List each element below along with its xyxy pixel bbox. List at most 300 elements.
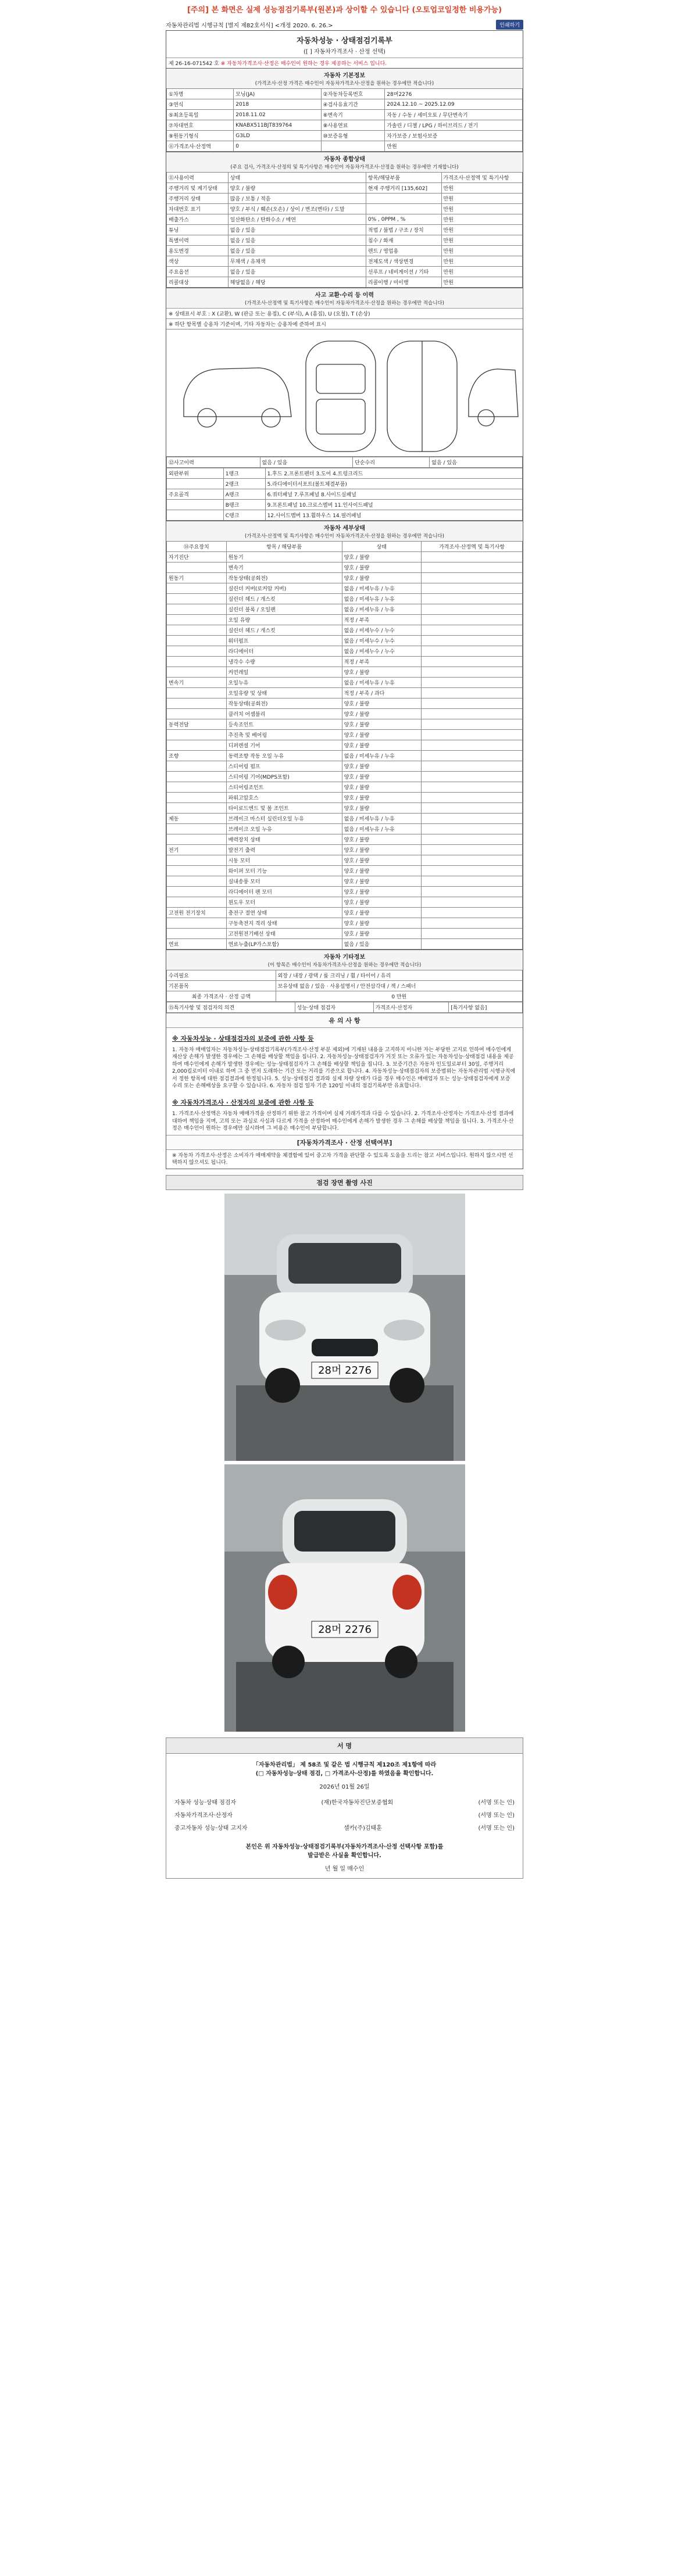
detail-status-cell: [422, 646, 523, 657]
general-status-cell: 색상: [167, 256, 229, 267]
detail-status-cell: [422, 604, 523, 615]
etc-info-cell: 수리필요: [167, 970, 276, 981]
detail-status-cell: 양호 / 불량: [342, 866, 421, 876]
detail-status-cell: 없음 / 미세누유 / 누유: [342, 814, 421, 824]
detail-status-cell: 적정 / 부족: [342, 615, 421, 625]
general-status-cell: 없음 / 있음: [228, 267, 366, 277]
general-status-cell: 렌트 / 영업용: [366, 246, 441, 256]
general-status-cell: 만원: [441, 225, 522, 235]
detail-status-row: [167, 636, 523, 646]
car-rear-image: [224, 1464, 465, 1732]
detail-status-cell: [422, 698, 523, 709]
detail-status-cell: 연료: [167, 939, 227, 950]
general-status-head: 자동차 종합상태: [166, 152, 523, 163]
detail-status-cell: 연료누출(LP가스포함): [226, 939, 342, 950]
general-status-cell: 적법 / 불법 / 구조 / 장치: [366, 225, 441, 235]
detail-status-cell: [422, 845, 523, 855]
detail-status-cell: [422, 751, 523, 761]
detail-status-row: [167, 782, 523, 793]
basic-info-cell: ③연식: [167, 99, 234, 110]
detail-status-cell: 없음 / 미세누유 / 누유: [342, 824, 421, 834]
photo-section-head: 점검 장면 촬영 사진: [166, 1175, 523, 1190]
precautions-sub-1: ※ 자동차성능 · 상태점검자의 보증에 관한 사항 등: [172, 1035, 314, 1042]
special-notes-label: ⑮특기사항 및 점검자의 의견: [167, 1002, 295, 1013]
detail-status-cell: 변속기: [167, 678, 227, 688]
detail-status-cell: [167, 876, 227, 887]
basic-info-cell: KNABX511BJT839764: [234, 120, 321, 131]
detail-status-cell: 실린더 헤드 / 개스킷: [226, 594, 342, 604]
car-diagram: [166, 329, 523, 457]
basic-info-row: [167, 99, 523, 110]
law-reference: 자동차관리법 시행규칙 [별지 제82호서식] <개정 2020. 6. 26.>: [166, 22, 333, 29]
basic-info-head: 자동차 기본정보: [166, 68, 523, 80]
detail-status-cell: 오일 유량: [226, 615, 342, 625]
detail-status-cell: [422, 552, 523, 563]
detail-status-row: [167, 667, 523, 678]
detail-status-cell: 양호 / 불량: [342, 897, 421, 908]
general-status-cell: 주행거리 및 계기상태: [167, 183, 229, 194]
basic-info-row: [167, 120, 523, 131]
law-line: [166, 19, 523, 30]
general-status-cell: 일산화탄소 / 탄화수소 / 매연: [228, 214, 366, 225]
detail-col-device: ⑭주요장치: [167, 542, 227, 552]
detail-status-cell: 원동기: [167, 573, 227, 583]
detail-status-cell: 추진축 및 베어링: [226, 730, 342, 740]
detail-status-row: [167, 908, 523, 918]
detail-status-cell: [422, 887, 523, 897]
etc-info-row: [167, 970, 523, 981]
detail-status-cell: [167, 625, 227, 636]
general-status-cell: 침수 / 화재: [366, 235, 441, 246]
detail-status-cell: 윈도우 모터: [226, 897, 342, 908]
detail-status-cell: [422, 709, 523, 719]
general-status-cell: 만원: [441, 183, 522, 194]
detail-status-row: [167, 751, 523, 761]
rank-cell: 5.라디에이터서포트(볼트체결부품): [265, 479, 522, 489]
inspection-document: [166, 19, 523, 1879]
general-status-cell: 0% , 0PPM , %: [366, 214, 441, 225]
etc-info-row: [167, 981, 523, 991]
rank-cell: 9.프론트패널 10.크로스멤버 11.인사이드패널: [265, 500, 522, 510]
car-front-image: [224, 1194, 465, 1461]
detail-status-cell: 오일유량 및 상태: [226, 688, 342, 698]
basic-info-cell: 가솔린 / 디젤 / LPG / 하이브리드 / 전기: [385, 120, 523, 131]
general-status-row: [167, 267, 523, 277]
detail-status-cell: 양호 / 불량: [342, 740, 421, 751]
detail-status-cell: 고전원 전기장치: [167, 908, 227, 918]
rank-cell: [167, 479, 224, 489]
general-status-cell: 만원: [441, 256, 522, 267]
detail-status-sub: (가격조사·산정액 및 특기사항은 매수인이 자동차가격조사·산정을 원하는 경우에만 적습니다): [166, 532, 523, 541]
doc-note: ※ 자동차가격조사·산정은 매수인이 원하는 경우 제공하는 서비스 입니다.: [220, 61, 387, 67]
general-status-cell: 튜닝: [167, 225, 229, 235]
detail-status-row: [167, 552, 523, 563]
general-status-row: [167, 194, 523, 204]
detail-status-head: 자동차 세부상태: [166, 521, 523, 532]
detail-status-row: [167, 594, 523, 604]
general-status-cell: 특별이력: [167, 235, 229, 246]
detail-status-cell: [422, 918, 523, 929]
detail-status-cell: 실린더 블록 / 오일팬: [226, 604, 342, 615]
general-status-cell: 양호 / 부식 / 훼손(오손) / 상이 / 변조(변타) / 도말: [228, 204, 366, 214]
detail-status-cell: [167, 657, 227, 667]
basic-info-cell: ⑨원동기형식: [167, 131, 234, 141]
general-status-cell: 만원: [441, 204, 522, 214]
general-status-cell: 차대번호 표기: [167, 204, 229, 214]
detail-status-cell: [422, 866, 523, 876]
detail-status-cell: 양호 / 불량: [342, 876, 421, 887]
detail-status-cell: 발전기 출력: [226, 845, 342, 855]
detail-status-cell: [167, 688, 227, 698]
etc-info-head: 자동차 기타정보: [166, 950, 523, 961]
detail-status-cell: [167, 918, 227, 929]
general-status-cell: 항목/해당부품: [366, 173, 441, 183]
detail-status-cell: [422, 688, 523, 698]
precautions-text-3: ※ 자동차 가격조사·산정은 소비자가 매매계약을 체결함에 있어 중고차 가격을 판단할 수 있도록 도움을 드리는 참고 서비스입니다. 원하지 않으시면 선택하지 않으셔도 됩니다.: [172, 1152, 513, 1166]
detail-status-cell: [167, 897, 227, 908]
detail-status-cell: [167, 730, 227, 740]
detail-status-cell: [422, 730, 523, 740]
detail-status-cell: [422, 761, 523, 772]
detail-status-cell: 양호 / 불량: [342, 667, 421, 678]
detail-status-cell: [422, 573, 523, 583]
general-status-row: [167, 246, 523, 256]
detail-status-cell: [167, 594, 227, 604]
detail-status-cell: 양호 / 불량: [342, 929, 421, 939]
detail-status-cell: 브레이크 마스터 실린더오일 누유: [226, 814, 342, 824]
basic-info-cell: ⑧사용연료: [321, 120, 385, 131]
print-button[interactable]: 인쇄하기: [496, 20, 523, 30]
document-subtitle: ([ ] 자동차가격조사 · 산정 선택): [304, 49, 385, 55]
sign-head: 서 명: [166, 1737, 523, 1754]
signature-slot: (서명 또는 인): [478, 1825, 515, 1832]
detail-col-item: 항목 / 해당부품: [226, 542, 342, 552]
detail-status-cell: 구동축전지 격리 상태: [226, 918, 342, 929]
detail-status-row: [167, 866, 523, 876]
detail-status-cell: [167, 782, 227, 793]
detail-status-cell: 충전구 절연 상태: [226, 908, 342, 918]
detail-status-cell: 없음 / 미세누유 / 누유: [342, 678, 421, 688]
basic-info-row: [167, 141, 523, 152]
detail-status-cell: 양호 / 불량: [342, 698, 421, 709]
detail-status-cell: [422, 667, 523, 678]
car-outline-diagram: [166, 329, 523, 457]
detail-status-row: [167, 604, 523, 615]
detail-status-row: [167, 615, 523, 625]
detail-status-cell: [422, 803, 523, 814]
general-status-cell: 상태: [228, 173, 366, 183]
detail-status-cell: 양호 / 불량: [342, 772, 421, 782]
detail-status-row: [167, 625, 523, 636]
detail-status-cell: 라디에이터: [226, 646, 342, 657]
detail-status-row: [167, 573, 523, 583]
rank-row: [167, 500, 523, 510]
detail-status-cell: [422, 876, 523, 887]
detail-status-cell: 시동 모터: [226, 855, 342, 866]
general-status-cell: 만원: [441, 235, 522, 246]
detail-status-cell: 와이퍼 모터 기능: [226, 866, 342, 876]
detail-status-cell: 없음 / 있음: [342, 939, 421, 950]
basic-info-cell: [321, 141, 385, 152]
detail-status-cell: [422, 719, 523, 730]
detail-status-cell: [167, 667, 227, 678]
general-status-cell: 용도변경: [167, 246, 229, 256]
general-status-cell: 리콜이행 / 미이행: [366, 277, 441, 288]
signer-name: 셀카(주)김태훈: [344, 1825, 382, 1832]
basic-info-cell: 자동 / 수동 / 세미오토 / 무단변속기: [385, 110, 523, 120]
rank-cell: 1랭크: [223, 468, 265, 479]
detail-status-cell: [422, 814, 523, 824]
general-status-cell: [366, 194, 441, 204]
detail-status-cell: [167, 615, 227, 625]
detail-status-cell: 없음 / 미세누수 / 누수: [342, 625, 421, 636]
accident-head: 사고 교환·수리 등 이력: [166, 288, 523, 299]
detail-status-cell: 양호 / 불량: [342, 918, 421, 929]
detail-status-row: [167, 740, 523, 751]
basic-info-cell: 2018.11.02: [234, 110, 321, 120]
detail-status-cell: 스티어링 기어(MDPS포함): [226, 772, 342, 782]
sign-box: [166, 1754, 523, 1879]
basic-info-cell: ④검사유효기간: [321, 99, 385, 110]
detail-status-row: [167, 845, 523, 855]
detail-status-cell: [422, 929, 523, 939]
detail-status-cell: 작동상태(공회전): [226, 698, 342, 709]
general-status-cell: 없음 / 있음: [228, 246, 366, 256]
detail-status-cell: 동력전달: [167, 719, 227, 730]
basic-info-cell: 모닝(JA): [234, 89, 321, 99]
doc-number: 제 26-16-071542 호: [169, 61, 219, 67]
special-notes-table: [166, 1002, 523, 1013]
signer-role: 자동차 성능·상태 점검자: [174, 1799, 237, 1806]
detail-status-row: [167, 939, 523, 950]
general-status-cell: [366, 204, 441, 214]
detail-status-cell: 양호 / 불량: [342, 855, 421, 866]
detail-status-cell: 양호 / 불량: [342, 563, 421, 573]
general-status-cell: 전체도색 / 색상변경: [366, 256, 441, 267]
detail-status-cell: [422, 583, 523, 594]
detail-status-cell: [422, 897, 523, 908]
top-notice: [주의] 본 화면은 실제 성능점검기록부(원본)과 상이할 수 있습니다 (오토업코일정한 비용가능): [187, 6, 502, 15]
detail-status-cell: 양호 / 불량: [342, 573, 421, 583]
precautions-text-2: 1. 가격조사·산정액은 자동차 매매가격을 산정하기 위한 참고 가격이며 실제 거래가격과 다를 수 있습니다. 2. 가격조사·산정자는 가격조사·산정 결과에 대하여 책임을 지며, 고의 또는 과실로 사실과 다르게 가격을 산정하여 매수인에게 손해가 발생한 경우 그 손해를 배상할 책임을 집니다. 3. 가격조사·산정은 매수인이 원하는 경우에만 실시하며 그 비용은 매수인이 부담합니다.: [172, 1111, 514, 1132]
basic-info-cell: G3LD: [234, 131, 321, 141]
basic-info-row: [167, 110, 523, 120]
detail-status-cell: [167, 698, 227, 709]
general-status-row: [167, 225, 523, 235]
etc-info-cell: 외장 / 내장 / 광택 / 룸 크리닝 / 휠 / 타이어 / 유리: [276, 970, 522, 981]
general-status-cell: 해당없음 / 해당: [228, 277, 366, 288]
general-status-cell: 배출가스: [167, 214, 229, 225]
detail-status-cell: 고전원전기배선 상태: [226, 929, 342, 939]
detail-status-cell: 없음 / 미세누유 / 누유: [342, 594, 421, 604]
basic-info-table: [166, 88, 523, 152]
detail-status-cell: [422, 636, 523, 646]
basic-info-sub: (가격조사·산정 가격은 매수인이 자동차가격조사·산정을 원하는 경우에만 적습니다): [166, 80, 523, 88]
detail-status-cell: 양호 / 불량: [342, 793, 421, 803]
signature-slot: (서명 또는 인): [478, 1799, 515, 1806]
general-status-table: [166, 172, 523, 288]
simple-repair-value: 없음 / 있음: [430, 457, 523, 468]
signer-name: (재)한국자동차진단보증협회: [321, 1799, 394, 1806]
detail-status-cell: [167, 793, 227, 803]
detail-status-row: [167, 761, 523, 772]
detail-status-cell: 양호 / 불량: [342, 719, 421, 730]
detail-status-cell: 변속기: [226, 563, 342, 573]
detail-status-cell: [167, 855, 227, 866]
detail-status-cell: 양호 / 불량: [342, 761, 421, 772]
detail-status-cell: [422, 834, 523, 845]
detail-status-cell: 양호 / 불량: [342, 709, 421, 719]
detail-status-cell: 없음 / 미세누유 / 누유: [342, 751, 421, 761]
detail-status-cell: [422, 625, 523, 636]
basic-info-cell: ⑦차대번호: [167, 120, 234, 131]
document-title: 자동차성능 · 상태점검기록부: [297, 37, 392, 45]
sign-rows: [174, 1795, 515, 1833]
detail-status-cell: 스티어링조인트: [226, 782, 342, 793]
detail-status-cell: [422, 657, 523, 667]
detail-status-cell: [167, 709, 227, 719]
detail-status-cell: 없음 / 미세누유 / 누유: [342, 604, 421, 615]
detail-status-row: [167, 583, 523, 594]
etc-info-sub: (이 항목은 매수인이 자동차가격조사·산정을 원하는 경우에만 적습니다): [166, 961, 523, 970]
accident-label: ⑫사고이력: [167, 457, 260, 468]
sign-row: [174, 1808, 515, 1821]
sign-bottom-3: 년 월 일 매수인: [324, 1866, 365, 1873]
detail-col-state: 상태: [342, 542, 421, 552]
accident-legend-2: ※ 하단 항목별 승용차 기준이며, 기타 자동차는 승용차에 준하여 표시: [166, 318, 523, 329]
signer-role: 자동차가격조사·산정자: [174, 1812, 233, 1819]
sign-date: 2026년 01월 26일: [319, 1784, 370, 1791]
detail-status-cell: 제동: [167, 814, 227, 824]
general-status-row: [167, 256, 523, 267]
detail-status-cell: 없음 / 미세누수 / 누수: [342, 646, 421, 657]
basic-info-cell: 0: [234, 141, 321, 152]
rank-row: [167, 479, 523, 489]
detail-status-cell: 양호 / 불량: [342, 887, 421, 897]
detail-status-cell: 등속조인트: [226, 719, 342, 730]
detail-status-cell: 적정 / 부족: [342, 657, 421, 667]
detail-status-row: [167, 657, 523, 667]
detail-status-cell: [422, 563, 523, 573]
basic-info-row: [167, 89, 523, 99]
detail-status-cell: [167, 646, 227, 657]
special-notes-value: [특기사항 없음]: [449, 1002, 523, 1013]
detail-status-cell: 브레이크 오일 누유: [226, 824, 342, 834]
detail-status-cell: [167, 824, 227, 834]
rank-row: [167, 489, 523, 500]
detail-status-row: [167, 698, 523, 709]
detail-status-cell: 없음 / 미세누유 / 누유: [342, 583, 421, 594]
rank-row: [167, 468, 523, 479]
etc-info-cell: 보유상태 없음 / 있음 · 사용설명서 / 안전삼각대 / 잭 / 스패너: [276, 981, 522, 991]
accident-history-table: [166, 457, 523, 468]
basic-info-cell: 자가보증 / 보험사보증: [385, 131, 523, 141]
general-status-cell: 현재 주행거리 [135,602]: [366, 183, 441, 194]
detail-status-cell: [422, 855, 523, 866]
detail-status-cell: [167, 887, 227, 897]
general-status-row: [167, 173, 523, 183]
general-status-cell: 만원: [441, 214, 522, 225]
detail-status-cell: 양호 / 불량: [342, 803, 421, 814]
general-status-row: [167, 235, 523, 246]
detail-status-cell: [422, 908, 523, 918]
detail-status-cell: 실린더 커버(로커암 커버): [226, 583, 342, 594]
rank-cell: 2랭크: [223, 479, 265, 489]
precautions-sub-3: [자동차가격조사 · 산정 선택여부]: [166, 1135, 523, 1150]
basic-info-cell: 28머2276: [385, 89, 523, 99]
detail-status-cell: 스티어링 펌프: [226, 761, 342, 772]
detail-status-cell: 냉각수 수량: [226, 657, 342, 667]
general-status-row: [167, 277, 523, 288]
detail-status-cell: [167, 761, 227, 772]
detail-status-row: [167, 709, 523, 719]
detail-status-cell: [422, 594, 523, 604]
detail-status-cell: 오일누유: [226, 678, 342, 688]
detail-status-row: [167, 772, 523, 782]
general-status-cell: 없음 / 있음: [228, 225, 366, 235]
general-status-sub: (주요 검사, 가격조사·산정의 및 특기사항은 매수인이 자동차가격조사·산정을 원하는 경우에만 기재합니다): [166, 163, 523, 172]
detail-status-row: [167, 876, 523, 887]
detail-status-cell: 배력장치 상태: [226, 834, 342, 845]
basic-info-row: [167, 131, 523, 141]
detail-status-row: [167, 646, 523, 657]
detail-status-row: [167, 793, 523, 803]
front-plate-text: 28머 2276: [317, 1364, 372, 1377]
detail-status-row: [167, 719, 523, 730]
total-price-value: 0 만원: [276, 991, 522, 1002]
rank-row: [167, 510, 523, 521]
general-status-cell: 만원: [441, 277, 522, 288]
sign-bottom-2: 발급받은 사실을 확인합니다.: [308, 1853, 381, 1860]
rank-cell: C랭크: [223, 510, 265, 521]
detail-status-cell: 타이로드엔드 및 볼 조인트: [226, 803, 342, 814]
detail-status-row: [167, 688, 523, 698]
basic-info-cell: ②자동차등록번호: [321, 89, 385, 99]
sign-bottom-1: 본인은 위 자동차성능·상태점검기록부(자동차가격조사·산정 선택사항 포함)를: [245, 1844, 444, 1851]
general-status-cell: ⑪사용이력: [167, 173, 229, 183]
detail-status-row: [167, 887, 523, 897]
rank-cell: [167, 510, 224, 521]
detail-col-price: 가격조사·산정액 및 특기사항: [422, 542, 523, 552]
detail-status-cell: [167, 834, 227, 845]
accident-legend: ※ 상태표시 부호 : X (교환), W (판금 또는 용접), C (부식), A (흠집), U (요철), T (손상): [166, 308, 523, 318]
general-status-cell: 선루프 / 네비게이션 / 기타: [366, 267, 441, 277]
rank-cell: 주요골격: [167, 489, 224, 500]
front-photo: [224, 1194, 465, 1461]
detail-status-cell: 실린더 헤드 / 개스킷: [226, 625, 342, 636]
detail-status-cell: [422, 615, 523, 625]
detail-status-row: [167, 855, 523, 866]
detail-status-cell: 디퍼렌셜 기어: [226, 740, 342, 751]
general-status-row: [167, 204, 523, 214]
detail-status-cell: 라디에이터 팬 모터: [226, 887, 342, 897]
sign-row: [174, 1821, 515, 1833]
etc-info-cell: 기본품목: [167, 981, 276, 991]
detail-status-cell: 양호 / 불량: [342, 552, 421, 563]
rank-cell: 외판부위: [167, 468, 224, 479]
general-status-row: [167, 214, 523, 225]
detail-status-cell: 양호 / 불량: [342, 730, 421, 740]
signature-slot: (서명 또는 인): [478, 1812, 515, 1819]
general-status-cell: 만원: [441, 194, 522, 204]
general-status-cell: 양호 / 불량: [228, 183, 366, 194]
basic-info-cell: ⑥변속기: [321, 110, 385, 120]
detail-status-cell: [422, 782, 523, 793]
detail-status-cell: [167, 563, 227, 573]
sign-line-2: (□ 자동차성능·상태 점검, □ 가격조사·산정)를 하였음을 확인합니다.: [255, 1771, 434, 1778]
detail-status-row: [167, 678, 523, 688]
detail-status-cell: [167, 636, 227, 646]
